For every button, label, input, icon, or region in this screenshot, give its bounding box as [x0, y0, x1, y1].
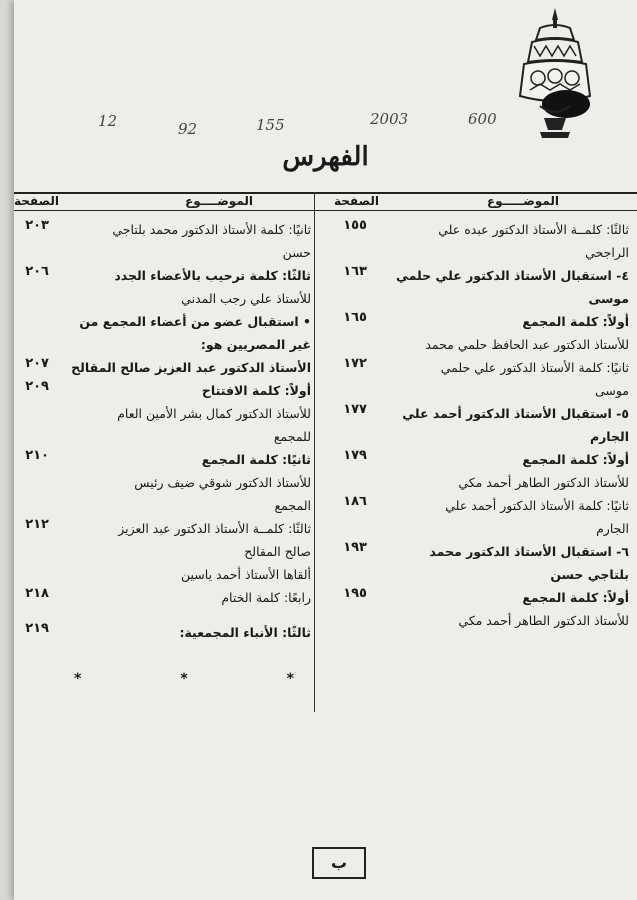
- entry-text: أولاً: كلمة الافتتاح: [201, 383, 311, 398]
- page-number: ب: [312, 847, 366, 879]
- entry-text: أولاً: كلمة المجمع: [522, 314, 629, 329]
- entry-text: ثالثًا: الأنباء المجمعية:: [179, 625, 311, 640]
- entry-page-number: ٢١٨: [25, 586, 49, 601]
- handwritten-note: 92: [178, 120, 198, 138]
- index-entry: [339, 356, 629, 402]
- header-rule: [14, 210, 637, 211]
- index-entry: [339, 586, 629, 632]
- entry-text: الجارم: [589, 429, 629, 444]
- entry-text: الأستاذ الدكتور عبد العزيز صالح المقالح: [71, 360, 311, 375]
- entry-text: بلتاجي حسن: [550, 567, 629, 582]
- entry-text: ثانيًا: كلمة الأستاذ الدكتور أحمد علي: [445, 498, 629, 513]
- entry-text: للأستاذ علي رجب المدني: [181, 291, 311, 306]
- handwritten-note: 155: [256, 116, 285, 134]
- entry-text: ٤- استقبال الأستاذ الدكتور علي حلمي: [395, 268, 629, 283]
- entry-page-number: ٢١٢: [25, 517, 49, 532]
- entry-text: ثانيًا: كلمة الأستاذ الدكتور محمد بلتاجي: [112, 222, 311, 237]
- entry-text: أولاً: كلمة المجمع: [522, 590, 629, 605]
- index-entry: [339, 218, 629, 264]
- entry-text: للأستاذ الدكتور عبد الحافظ حلمي محمد: [425, 337, 629, 352]
- entry-text: غير المصريين هو:: [200, 337, 311, 352]
- entry-page-number: ١٩٥: [343, 586, 367, 601]
- column-divider: [314, 192, 315, 712]
- entry-page-number: ١٩٣: [343, 540, 367, 555]
- index-entry: [339, 448, 629, 494]
- entry-page-number: ٢٠٩: [25, 379, 49, 394]
- index-entry: [21, 310, 311, 356]
- index-entry: [21, 586, 311, 609]
- index-entry: [21, 356, 311, 379]
- index-entry: [21, 264, 311, 310]
- entry-page-number: ١٦٣: [343, 264, 367, 279]
- entry-page-number: ١٧٢: [343, 356, 367, 371]
- entry-text: حسن: [282, 245, 311, 260]
- right-topic-header: الموضـــــوع: [486, 194, 559, 208]
- star: *: [286, 671, 294, 687]
- handwritten-note: 600: [468, 110, 497, 128]
- entry-text: ألقاها الأستاذ أحمد ياسين: [181, 567, 311, 582]
- entry-text: ثانيًا: كلمة الأستاذ الدكتور علي حلمي: [440, 360, 629, 375]
- left-page-header: الصفحة: [13, 194, 59, 208]
- index-entry: [21, 218, 311, 264]
- entry-text: للمجمع: [273, 429, 311, 444]
- handwritten-note: 12: [98, 112, 118, 130]
- entry-page-number: ١٦٥: [343, 310, 367, 325]
- handwritten-note: 2003: [370, 110, 409, 128]
- entry-text: للأستاذ الدكتور شوقي ضيف رئيس: [134, 475, 311, 490]
- index-entry: [339, 494, 629, 540]
- entry-text: موسى: [588, 291, 629, 306]
- entry-page-number: ١٧٧: [343, 402, 367, 417]
- entry-text: المجمع: [274, 498, 311, 513]
- entry-page-number: ٢١٩: [25, 621, 49, 636]
- right-index-column: [339, 218, 629, 632]
- index-entry: [339, 310, 629, 356]
- index-entry: [21, 517, 311, 586]
- entry-text: صالح المقالح: [244, 544, 311, 559]
- entry-page-number: ١٧٩: [343, 448, 367, 463]
- mosque-lamp-logo-icon: [510, 6, 600, 146]
- index-entry: [339, 264, 629, 310]
- page-title: الفهرس: [282, 142, 369, 172]
- entry-text: ثالثًا: كلمة ترحيب بالأعضاء الجدد: [114, 268, 311, 283]
- star: *: [180, 671, 188, 687]
- entry-text: ثالثًا: كلمــة الأستاذ الدكتور عبده علي: [438, 222, 629, 237]
- entry-text: للأستاذ الدكتور الطاهر أحمد مكي: [458, 613, 629, 628]
- star: *: [74, 671, 82, 687]
- entry-text: الراجحي: [585, 245, 629, 260]
- index-entry: [21, 448, 311, 517]
- entry-page-number: ٢٠٣: [25, 218, 49, 233]
- entry-text: للأستاذ الدكتور الطاهر أحمد مكي: [458, 475, 629, 490]
- entry-text: رابعًا: كلمة الختام: [221, 590, 311, 605]
- index-entry: [339, 402, 629, 448]
- index-entry: [21, 379, 311, 448]
- entry-text: • استقبال عضو من أعضاء المجمع من: [79, 314, 311, 329]
- right-page-header: الصفحة: [333, 194, 379, 208]
- entry-text: الجارم: [596, 521, 629, 536]
- document-page: [14, 0, 637, 900]
- entry-text: موسى: [594, 383, 629, 398]
- left-index-column: [21, 218, 311, 644]
- index-entry: [339, 540, 629, 586]
- entry-text: ثانيًا: كلمة المجمع: [201, 452, 311, 467]
- entry-text: ثالثًا: كلمــة الأستاذ الدكتور عبد العزيز: [118, 521, 311, 536]
- entry-page-number: ١٨٦: [343, 494, 367, 509]
- entry-text: ٦- استقبال الأستاذ الدكتور محمد: [429, 544, 629, 559]
- entry-page-number: ٢٠٦: [25, 264, 49, 279]
- index-entry: [21, 621, 311, 644]
- left-topic-header: الموضــــوع: [185, 194, 253, 208]
- entry-text: أولاً: كلمة المجمع: [522, 452, 629, 467]
- entry-text: ٥- استقبال الأستاذ الدكتور أحمد علي: [402, 406, 629, 421]
- entry-page-number: ٢٠٧: [25, 356, 49, 371]
- entry-page-number: ١٥٥: [343, 218, 367, 233]
- entry-text: للأستاذ الدكتور كمال بشر الأمين العام: [117, 406, 311, 421]
- separator-stars: [74, 671, 294, 687]
- handwritten-notes: [98, 108, 518, 138]
- entry-page-number: ٢١٠: [25, 448, 49, 463]
